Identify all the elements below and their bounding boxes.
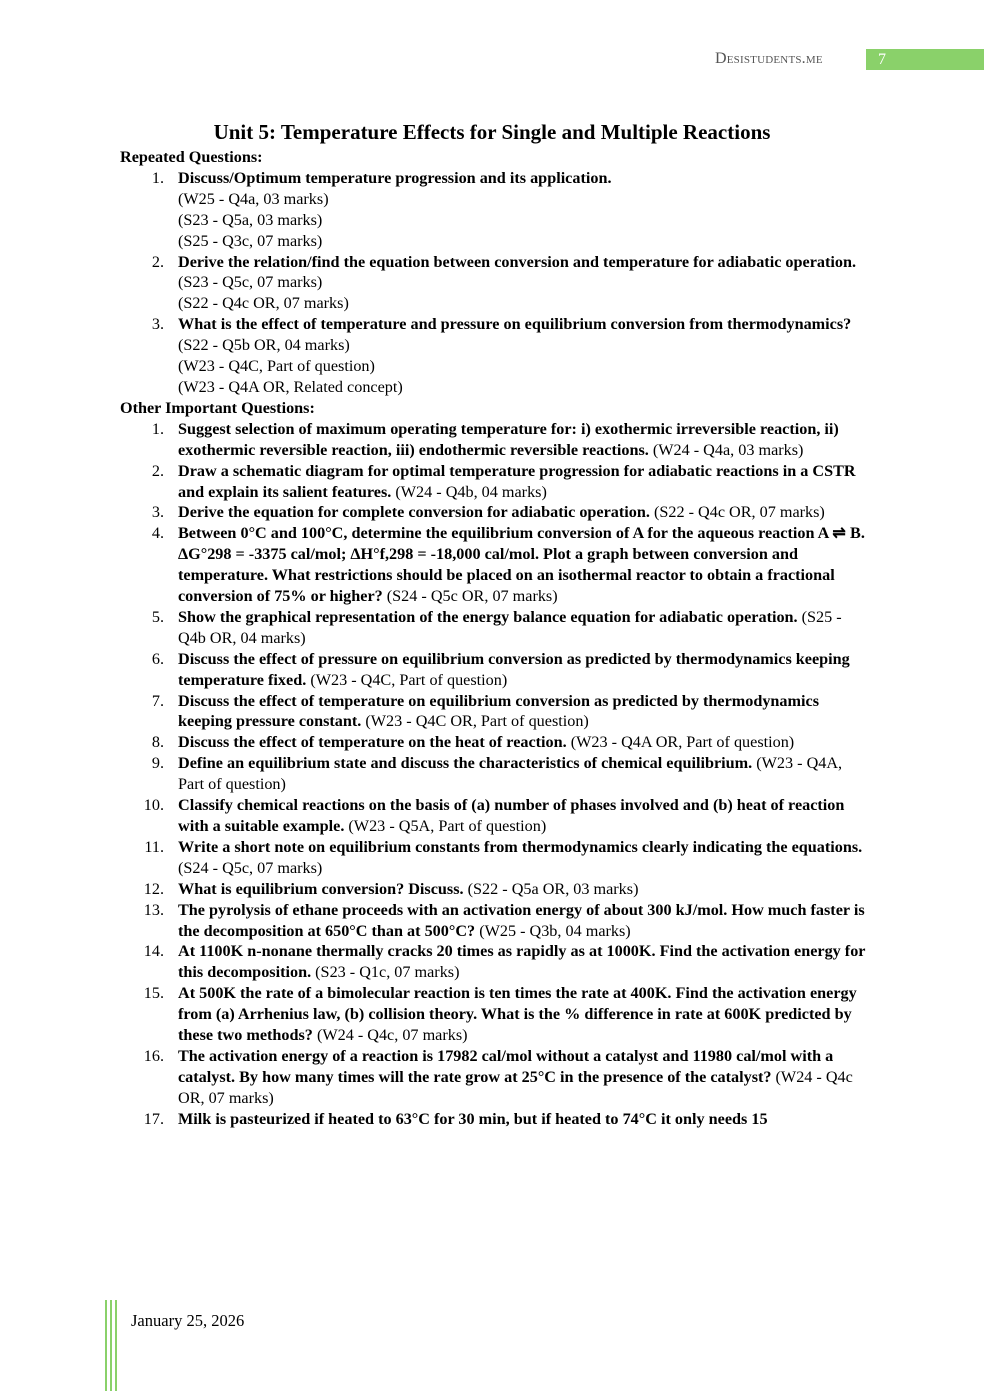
question-text: Show the graphical representation of the energy balance equation for adiabatic operation. [178,607,798,626]
footer-date: January 25, 2026 [131,1311,245,1330]
question-text: Discuss the effect of temperature on the heat of reaction. [178,733,567,752]
question-reference: (S24 - Q5c, 07 marks) [178,858,323,877]
question-reference: (S22 - Q4c OR, 07 marks) [178,294,349,313]
question-text: What is the effect of temperature and pressure on equilibrium conversion from thermodynamics? [178,315,852,334]
item-number: 5. [151,607,164,626]
item-number: 10. [143,796,164,815]
footer-bar [105,1300,107,1391]
list-item [120,837,870,879]
list-item [120,1046,870,1109]
item-number: 2. [151,461,164,480]
question-reference: (W23 - Q4A, Part of question) [178,754,843,794]
question-text: What is equilibrium conversion? Discuss. [178,879,464,898]
item-number: 3. [151,503,164,522]
item-number: 12. [143,879,164,898]
list-item [120,1109,870,1130]
list-item [120,649,870,691]
repeated-questions-heading: Repeated Questions: [120,148,263,166]
item-number: 1. [151,168,164,187]
item-number: 2. [151,252,164,271]
page-number: 7 [866,49,984,70]
question-text: At 500K the rate of a bimolecular reaction is ten times the rate at 400K. Find the activation energy from (a) Arrhenius law, (b) collision theory. What is the % difference in rate at 600K predicted by these two methods? [178,984,857,1045]
question-text: Draw a schematic diagram for optimal temperature progression for adiabatic reactions in a CSTR and explain its salient features. [178,461,856,501]
list-item [120,168,870,252]
item-number: 4. [151,524,164,543]
list-item [120,900,870,942]
item-number: 13. [143,900,164,919]
question-text: Discuss the effect of pressure on equilibrium conversion as predicted by thermodynamics keeping temperature fixed. [178,649,850,689]
list-item [120,732,870,753]
question-text: The activation energy of a reaction is 17982 cal/mol without a catalyst and 11980 cal/mol with a catalyst. By how many times will the rate grow at 25°C in the presence of the catalyst? [178,1046,834,1086]
item-number: 16. [143,1046,164,1065]
list-item [120,314,870,398]
question-reference: (S24 - Q5c OR, 07 marks) [386,587,558,606]
list-item [120,983,870,1046]
question-text: Suggest selection of maximum operating temperature for: i) exothermic irreversible reaction, ii) exothermic reversible reaction, iii) endothermic reversible reactions. [178,419,839,459]
list-item [120,753,870,795]
other-questions-list [120,419,870,1130]
question-reference: (W25 - Q4a, 03 marks) [178,189,329,208]
question-reference: (W24 - Q4c OR, 07 marks) [178,1067,853,1107]
page-title: Unit 5: Temperature Effects for Single and Multiple Reactions [213,120,771,144]
question-text: At 1100K n-nonane thermally cracks 20 times as rapidly as at 1000K. Find the activation energy for this decomposition. [178,942,866,982]
header-brand: Desistudents.me [715,50,823,67]
list-item [120,252,870,315]
list-item [120,941,870,983]
list-item [120,502,870,523]
question-reference: (S23 - Q5c, 07 marks) [178,273,323,292]
list-item [120,879,870,900]
question-text: Derive the equation for complete conversion for adiabatic operation. [178,503,650,522]
document-body [120,147,870,1130]
footer-bar [115,1300,117,1391]
question-text: Milk is pasteurized if heated to 63°C for 30 min, but if heated to 74°C it only needs 15 [178,1109,768,1128]
question-reference: (S22 - Q5b OR, 04 marks) [178,336,350,355]
question-text: Discuss the effect of temperature on equilibrium conversion as predicted by thermodynamics keeping pressure constant. [178,691,819,731]
question-text: Derive the relation/find the equation between conversion and temperature for adiabatic operation. [178,252,857,271]
item-number: 11. [144,837,164,856]
question-reference: (S23 - Q1c, 07 marks) [315,963,460,982]
item-number: 7. [151,691,164,710]
list-item [120,795,870,837]
item-number: 9. [151,754,164,773]
other-questions-heading: Other Important Questions: [120,398,315,417]
question-text: Define an equilibrium state and discuss the characteristics of chemical equilibrium. [178,754,753,773]
item-number: 17. [143,1109,164,1128]
item-number: 6. [151,649,164,668]
list-item [120,461,870,503]
question-text: Between 0°C and 100°C, determine the equilibrium conversion of A for the aqueous reaction A ⇌ B. ΔG°298 = -3375 cal/mol; ΔH°f,298 = -18,000 cal/mol. Plot a graph between conversion and temperature. What restrictions should be placed on an isothermal reactor to obtain a fractional conversion of 75% or higher? [178,524,865,606]
question-reference: (W24 - Q4c, 07 marks) [316,1026,468,1045]
item-number: 15. [143,984,164,1003]
question-reference: (S22 - Q4c OR, 07 marks) [653,503,825,522]
question-text: Write a short note on equilibrium constants from thermodynamics clearly indicating the equations. [178,837,863,856]
question-reference: (W23 - Q4A OR, Part of question) [570,733,795,752]
question-text: Classify chemical reactions on the basis of (a) number of phases involved and (b) heat of reaction with a suitable example. [178,796,845,835]
question-reference: (W23 - Q5A, Part of question) [348,817,547,835]
item-number: 3. [151,315,164,334]
question-reference: (W23 - Q4C, Part of question) [178,357,375,376]
question-reference: (S25 - Q3c, 07 marks) [178,231,323,250]
question-reference: (S25 - Q4b OR, 04 marks) [178,607,842,647]
question-reference: (W24 - Q4b, 04 marks) [395,482,547,501]
question-text: The pyrolysis of ethane proceeds with an activation energy of about 300 kJ/mol. How much faster is the decomposition at 650°C than at 500°C? [178,900,865,940]
question-reference: (W25 - Q3b, 04 marks) [479,921,631,940]
repeated-questions-list [120,168,870,398]
question-reference: (S23 - Q5a, 03 marks) [178,210,323,229]
question-reference: (W23 - Q4C OR, Part of question) [365,712,589,731]
question-reference: (W23 - Q4A OR, Related concept) [178,377,403,396]
question-reference: (S22 - Q5a OR, 03 marks) [467,879,639,898]
list-item [120,607,870,649]
question-reference: (W24 - Q4a, 03 marks) [652,440,804,459]
footer-decoration [105,1300,119,1391]
item-number: 14. [143,942,164,961]
item-number: 8. [151,733,164,752]
list-item [120,523,870,607]
footer-bar [110,1300,112,1391]
list-item [120,419,870,461]
item-number: 1. [151,419,164,438]
list-item [120,691,870,733]
question-reference: (W23 - Q4C, Part of question) [310,670,508,689]
question-text: Discuss/Optimum temperature progression and its application. [178,168,612,187]
